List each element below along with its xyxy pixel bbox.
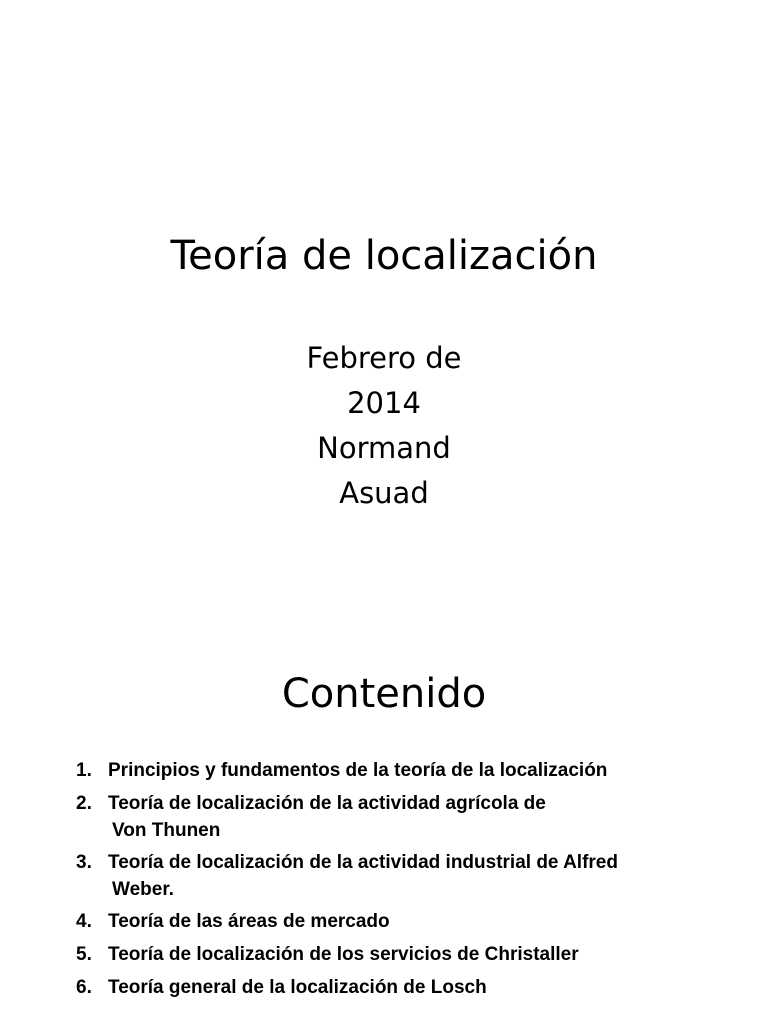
list-item-number: 2. [76, 793, 92, 814]
list-item-number: 6. [76, 977, 92, 998]
list-item-number: 3. [76, 852, 92, 873]
list-item [76, 790, 736, 844]
list-item-text: Teoría general de la localización de Losch [108, 977, 487, 998]
list-item-text: Teoría de localización de los servicios de Christaller [108, 944, 579, 965]
list-item-text: Teoría de localización de la actividad agrícola de [108, 793, 546, 814]
list-item-text: Teoría de localización de la actividad industrial de Alfred [108, 852, 618, 873]
subtitle-line: Asuad [339, 476, 429, 510]
list-item-text: Teoría de las áreas de mercado [108, 911, 390, 932]
list-item-continuation: Von Thunen [112, 820, 221, 841]
list-item-text: Principios y fundamentos de la teoría de la localización [108, 760, 608, 781]
list-item [76, 941, 736, 969]
list-item [76, 849, 736, 903]
contents-heading: Contenido [281, 671, 487, 717]
list-item-number: 5. [76, 944, 92, 965]
list-item [76, 908, 736, 936]
list-item-continuation: Weber. [112, 879, 174, 900]
list-item-number: 1. [76, 760, 92, 781]
subtitle-line: 2014 [347, 386, 421, 420]
list-item [76, 757, 736, 785]
list-item [76, 974, 736, 1002]
subtitle-block [0, 336, 768, 516]
subtitle-line: Normand [317, 431, 451, 465]
contents-list [76, 757, 736, 1007]
document-title: Teoría de localización [170, 233, 598, 279]
list-item-number: 4. [76, 911, 92, 932]
subtitle-line: Febrero de [306, 341, 462, 375]
